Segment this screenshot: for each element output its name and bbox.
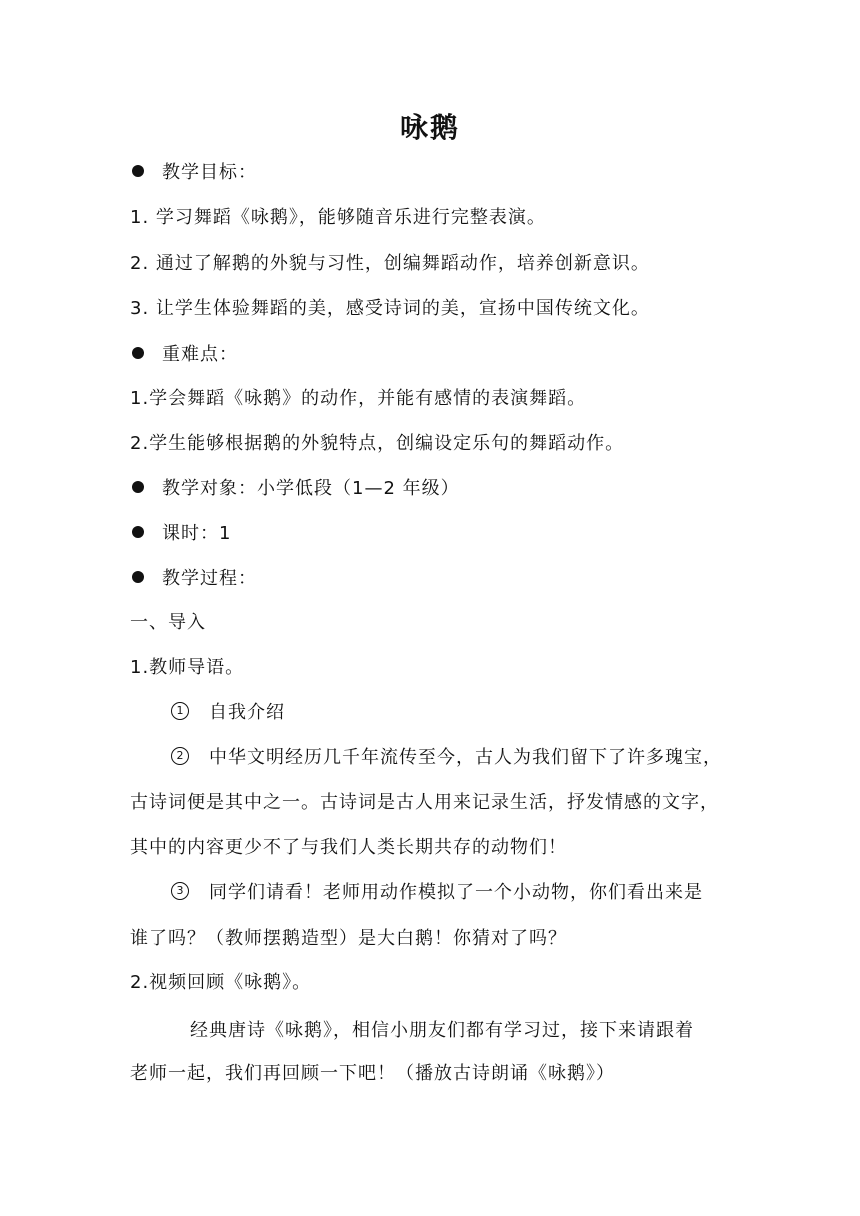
step-1-heading: 1.教师导语。 [130, 657, 245, 678]
objective-item-3: 3. 让学生体验舞蹈的美，感受诗词的美，宣扬中国传统文化。 [130, 298, 650, 319]
video-paragraph-line-2: 老师一起，我们再回顾一下吧！（播放古诗朗诵《咏鹅》） [130, 1063, 615, 1084]
sub-item-2-line-1: 2 中华文明经历几千年流传至今，古人为我们留下了许多瑰宝， [171, 745, 722, 771]
objective-item-1: 1. 学习舞蹈《咏鹅》，能够随音乐进行完整表演。 [130, 207, 546, 228]
key-points-heading: 重难点： [132, 342, 238, 368]
circled-number-3: 3 [171, 882, 189, 900]
sub-item-1: 1 自我介绍 [171, 700, 285, 726]
duration-line: 课时：1 [132, 521, 231, 547]
circled-number-2: 2 [171, 747, 189, 765]
bullet-icon [132, 165, 144, 177]
key-point-item-2: 2.学生能够根据鹅的外貌特点，创编设定乐句的舞蹈动作。 [130, 433, 625, 454]
bullet-icon [132, 526, 144, 538]
objectives-heading: 教学目标： [132, 160, 257, 186]
sub-item-2-line-2: 古诗词便是其中之一。古诗词是古人用来记录生活，抒发情感的文字， [130, 792, 719, 813]
process-heading: 教学过程： [132, 566, 257, 592]
bullet-icon [132, 481, 144, 493]
key-point-item-1: 1.学会舞蹈《咏鹅》的动作，并能有感情的表演舞蹈。 [130, 388, 587, 409]
video-paragraph-line-1: 经典唐诗《咏鹅》，相信小朋友们都有学习过，接下来请跟着 [190, 1020, 694, 1041]
sub-item-2-line-3: 其中的内容更少不了与我们人类长期共存的动物们！ [130, 837, 567, 858]
bullet-icon [132, 347, 144, 359]
circled-number-1: 1 [171, 702, 189, 720]
bullet-icon [132, 571, 144, 583]
step-2-heading: 2.视频回顾《咏鹅》。 [130, 972, 312, 993]
section-1-heading: 一、导入 [130, 612, 206, 633]
objective-item-2: 2. 通过了解鹅的外貌与习性，创编舞蹈动作，培养创新意识。 [130, 253, 650, 274]
audience-line: 教学对象：小学低段（1—2 年级） [132, 476, 460, 502]
sub-item-3-line-1: 3 同学们请看！老师用动作模拟了一个小动物，你们看出来是 [171, 880, 703, 906]
sub-item-3-line-2: 谁了吗？（教师摆鹅造型）是大白鹅！你猜对了吗？ [130, 928, 567, 949]
document-title: 咏鹅 [399, 111, 460, 144]
